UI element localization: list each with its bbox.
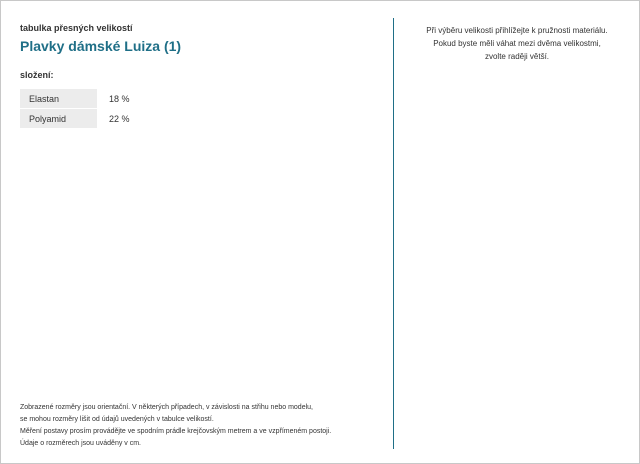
size-advice [399, 24, 635, 63]
left-panel [20, 21, 380, 128]
advice-line: Pokud byste měli váhat mezi dvěma velikostmi, [433, 39, 601, 48]
note-line: Údaje o rozměrech jsou uváděny v cm. [20, 440, 141, 447]
material-name: Elastan [20, 89, 97, 109]
note-line: Měření postavy prosím provádějte ve spodním prádle krejčovským metrem a ve vzpřímeném postoji. [20, 428, 332, 435]
page-subtitle: tabulka přesných velikostí [20, 23, 133, 33]
vertical-divider [393, 18, 394, 449]
advice-line: zvolte raději větší. [484, 52, 550, 61]
note-line: Zobrazené rozměry jsou orientační. V některých případech, v závislosti na střihu nebo modelu, [20, 404, 313, 411]
product-title: Plavky dámské Luiza (1) [20, 38, 182, 54]
material-percent: 22 % [97, 109, 169, 129]
composition-table [20, 89, 169, 128]
note-line: se mohou rozměry lišit od údajů uvedených v tabulce velikostí. [20, 416, 214, 423]
advice-line: Při výběru velikosti přihlížejte k pružnosti materiálu. [426, 26, 608, 35]
table-row [20, 109, 169, 129]
table-row [20, 89, 169, 109]
measurement-notes [20, 402, 380, 450]
composition-label: složení: [20, 70, 54, 80]
material-name: Polyamid [20, 109, 97, 129]
material-percent: 18 % [109, 93, 130, 104]
